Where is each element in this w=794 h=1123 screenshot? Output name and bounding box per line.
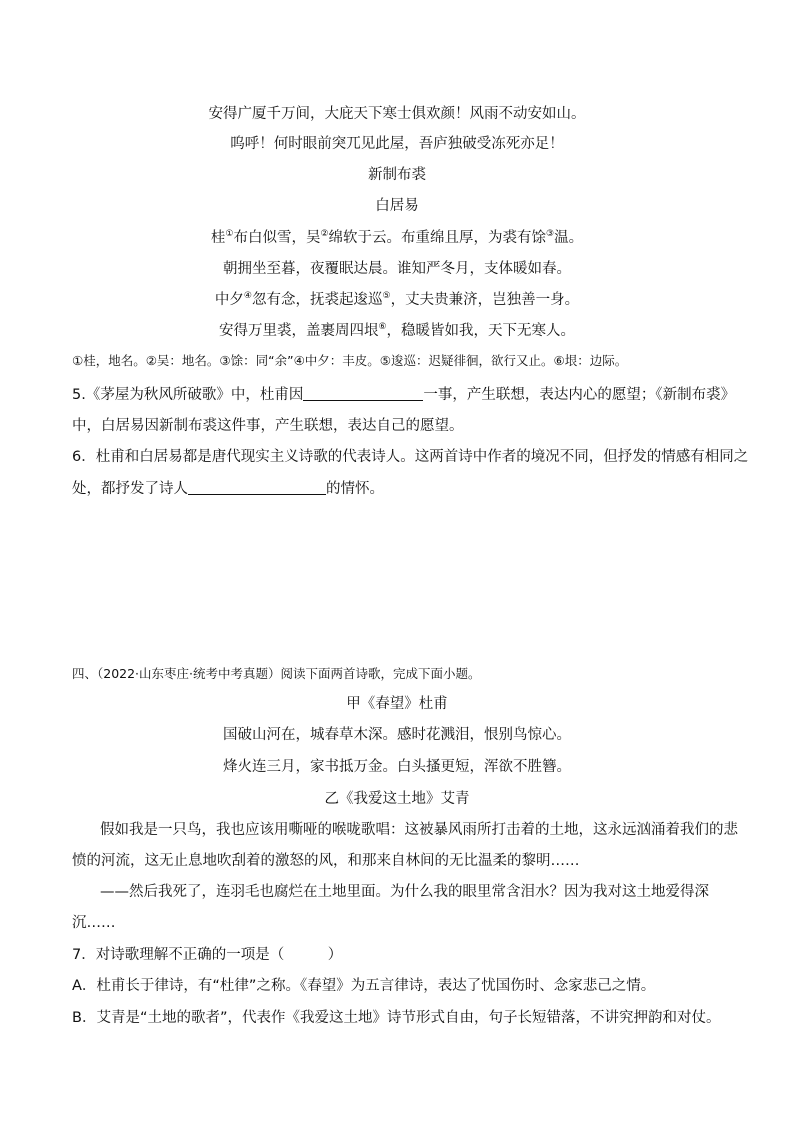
- footnote-marker: ①: [225, 229, 234, 240]
- poem-b-paragraph-1-line-1: 假如我是一只鸟，我也应该用嘶哑的喉咙歌唱：这被暴风雨所打击着的土地，这永远汹涌着我们的悲: [100, 822, 738, 838]
- question-6-line-2: 处，都抒发了诗人 的情怀。: [72, 481, 384, 497]
- poem-b-paragraph-2-line-1: ——然后我死了，连羽毛也腐烂在土地里面。为什么我的眼里常含泪水？因为我对这土地爱得深: [100, 884, 709, 900]
- answer-blank[interactable]: [303, 385, 423, 401]
- poem-b-paragraph-2-line-2: 沉……: [72, 915, 116, 931]
- poem2-author: 白居易: [375, 198, 419, 214]
- option-b[interactable]: B．艾青是“土地的歌者”，代表作《我爱这土地》诗节形式自由，句子长短错落，不讲究押韵和对仗。: [72, 1010, 721, 1026]
- section-4-header: 四、（2022·山东枣庄·统考中考真题）阅读下面两首诗歌，完成下面小题。: [72, 666, 481, 681]
- footnote-marker: ⑥: [378, 322, 387, 333]
- question-6-line-1: 6．杜甫和白居易都是唐代现实主义诗歌的代表诗人。这两首诗中作者的境况不同，但抒发的情感有相同之: [72, 449, 749, 465]
- poem-a-line-2: 烽火连三月，家书抵万金。白头搔更短，浑欲不胜簪。: [223, 759, 571, 775]
- poem2-line-1: 桂①布白似雪，吴②绵软于云。布重绵且厚，为裘有馀③温。: [210, 229, 584, 246]
- poem1-line-2: 呜呼！何时眼前突兀见此屋，吾庐独破受冻死亦足！: [230, 136, 564, 152]
- poem2-notes: ①桂，地名。②吴：地名。③馀：同“余”④中夕：丰皮。⑤逡巡：迟疑徘徊，欲行又止。⑥垠：边际。: [72, 353, 628, 368]
- poem2-title: 新制布裘: [368, 167, 426, 183]
- poem-b-paragraph-1-line-2: 愤的河流，这无止息地吹刮着的激怒的风，和那来自林间的无比温柔的黎明……: [72, 853, 580, 869]
- poem-a-title: 甲《春望》杜甫: [346, 696, 448, 712]
- poem2-line-4: 安得万里裘，盖裹周四垠⑥，稳暖皆如我，天下无寒人。: [218, 322, 576, 339]
- footnote-marker: ②: [320, 229, 329, 240]
- question-5-line-2: 中，白居易因新制布裘这件事，产生联想，表达自己的愿望。: [72, 418, 464, 434]
- footnote-marker: ⑤: [382, 291, 391, 302]
- option-a[interactable]: A．杜甫长于律诗，有“杜律”之称。《春望》为五言律诗，表达了忧国伤时、念家悲己之情。: [72, 978, 656, 994]
- footnote-marker: ④: [243, 291, 252, 302]
- poem1-line-1: 安得广厦千万间，大庇天下寒士俱欢颜！风雨不动安如山。: [208, 106, 586, 122]
- answer-blank[interactable]: [188, 479, 326, 495]
- footnote-marker: ③: [546, 229, 555, 240]
- question-7: 7．对诗歌理解不正确的一项是（ ）: [72, 947, 343, 963]
- poem2-line-3: 中夕④忽有念，抚裘起逡巡⑤，丈夫贵兼济，岂独善一身。: [214, 291, 580, 308]
- poem-b-title: 乙《我爱这土地》艾青: [324, 791, 470, 807]
- poem-a-line-1: 国破山河在，城春草木深。感时花溅泪，恨别鸟惊心。: [223, 727, 571, 743]
- question-5-line-1: 5.《茅屋为秋风所破歌》中，杜甫因 一事，产生联想，表达内心的愿望；《新制布裘》: [72, 387, 736, 403]
- poem2-line-2: 朝拥坐至暮，夜覆眠达晨。谁知严冬月，支体暖如春。: [223, 261, 571, 277]
